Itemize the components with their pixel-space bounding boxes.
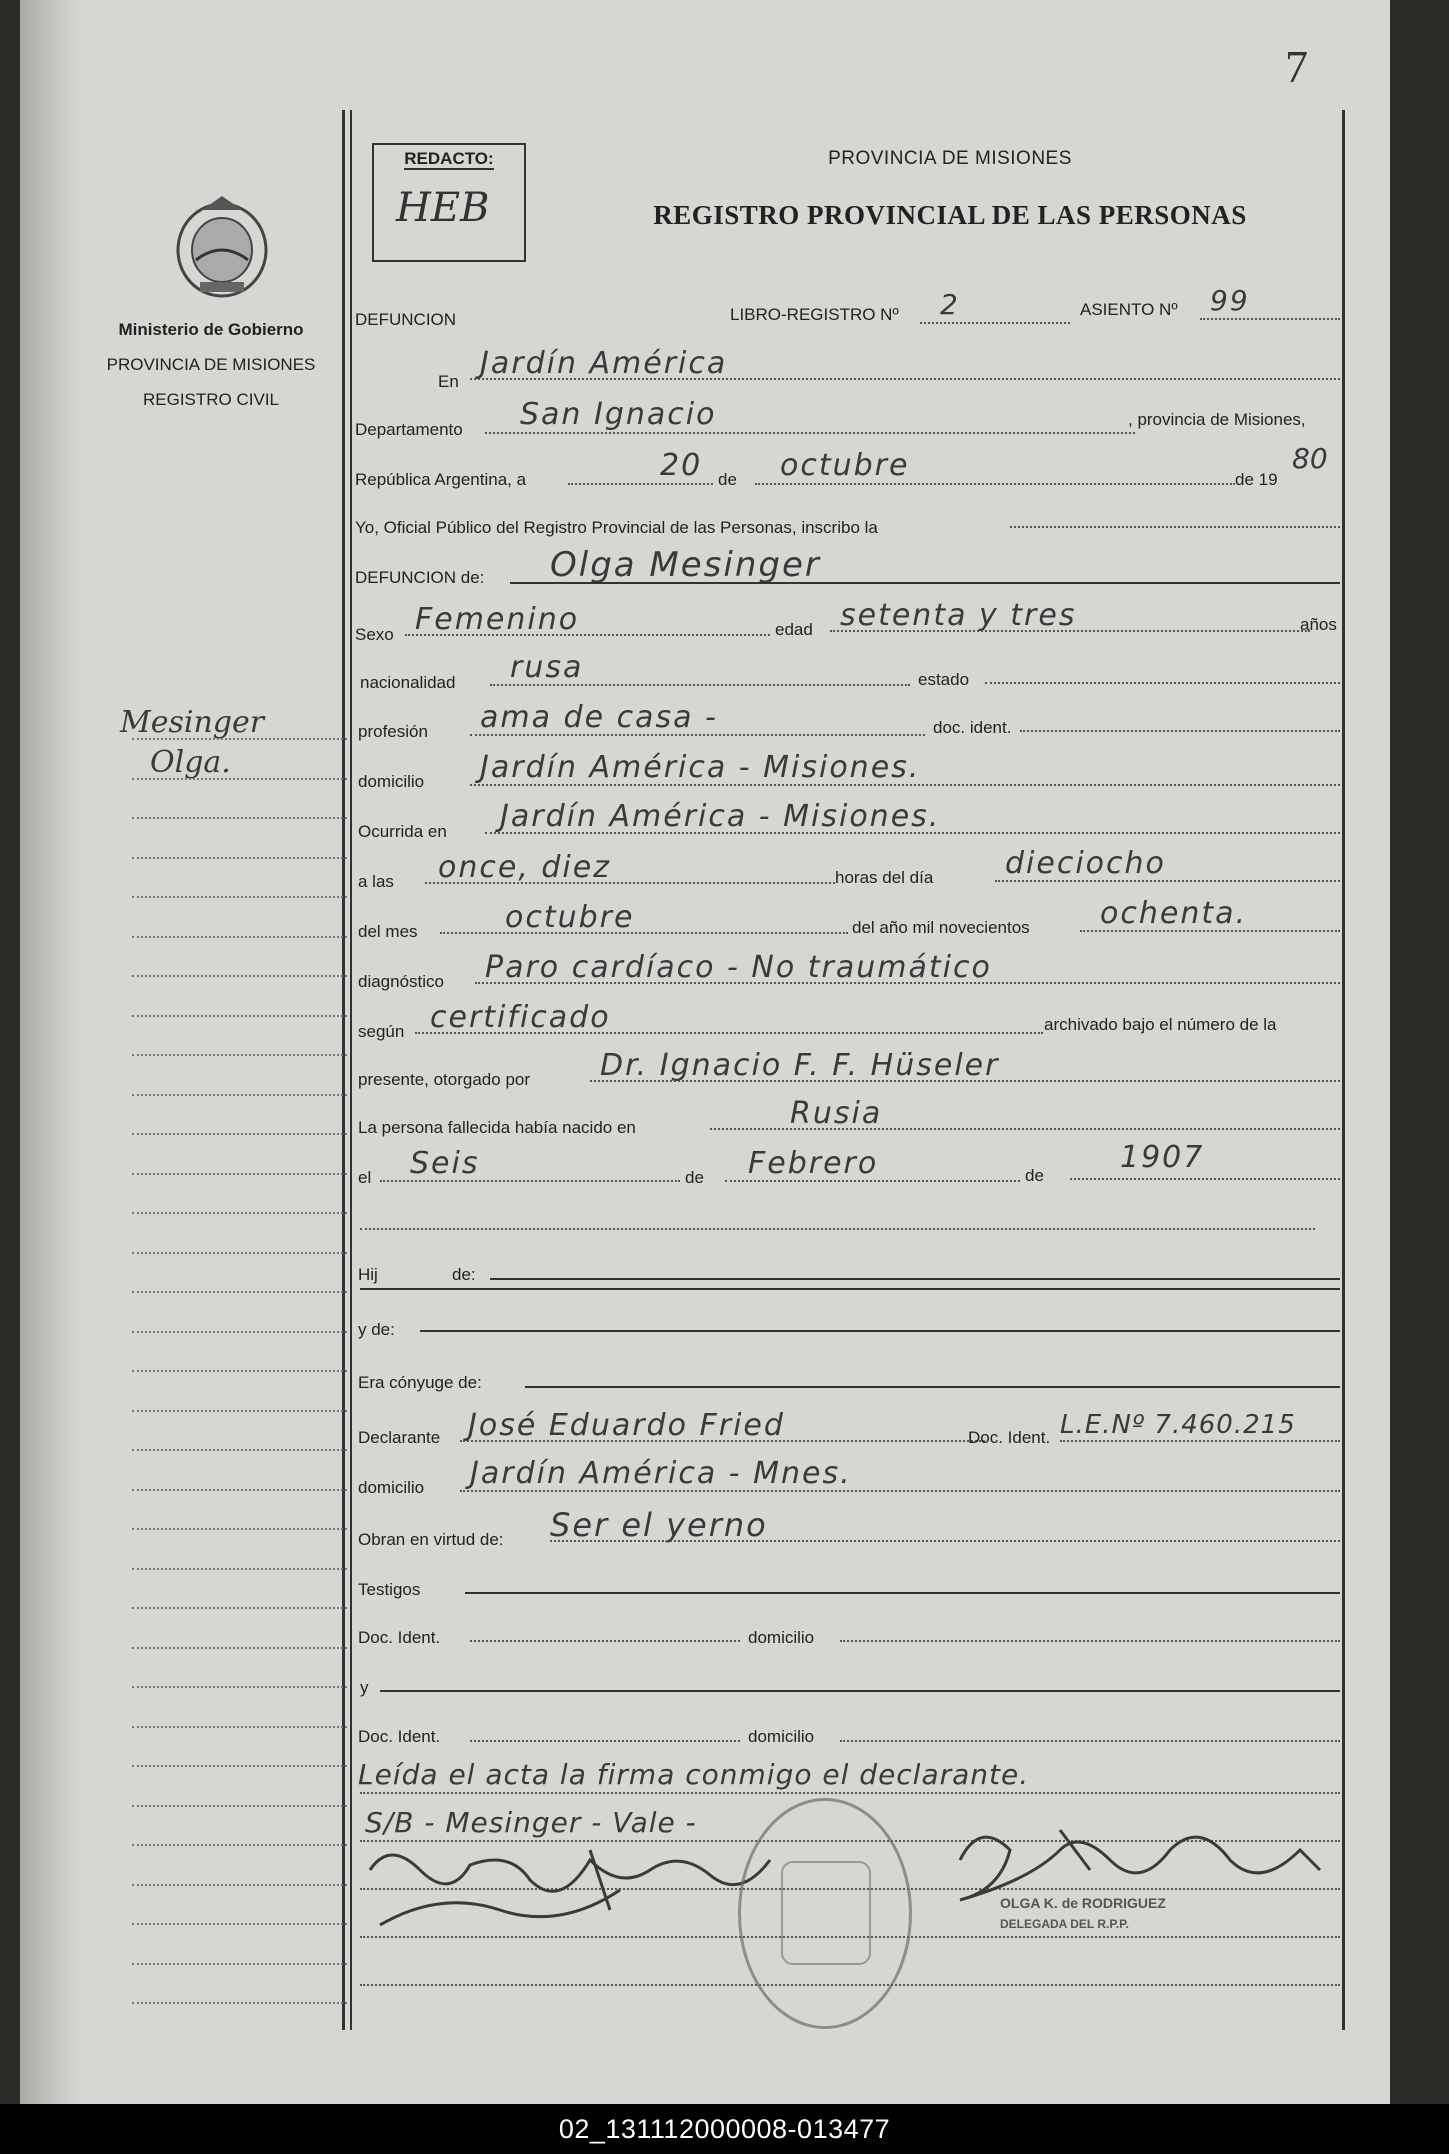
domicilio4-line	[840, 1740, 1340, 1742]
ocurrida-line	[485, 832, 1340, 834]
doc-ident4-label: Doc. Ident.	[358, 1727, 441, 1746]
y-label: y	[360, 1678, 369, 1697]
margin-rule	[132, 1805, 347, 1807]
obran-line	[550, 1540, 1340, 1542]
issuer-office: REGISTRO CIVIL	[142, 390, 280, 409]
asiento-label: ASIENTO Nº	[1080, 300, 1178, 319]
hijo-de-line-2	[360, 1288, 1340, 1290]
diagnostico-value: Paro cardíaco - No traumático	[485, 950, 992, 985]
departamento-label: Departamento	[355, 420, 463, 439]
ministry-name: Ministerio de Gobierno	[118, 320, 304, 339]
domicilio3-line	[840, 1640, 1340, 1642]
domicilio3-label: domicilio	[748, 1628, 815, 1647]
el-value: Seis	[410, 1146, 480, 1181]
margin-rule	[132, 1686, 347, 1688]
testigos-line	[465, 1592, 1340, 1594]
delmes-label: del mes	[358, 922, 418, 941]
departamento-line	[485, 432, 1135, 434]
anio-mil-label: del año mil novecientos	[852, 918, 1030, 937]
libro-line	[920, 322, 1070, 324]
defuncion-de-line	[510, 582, 1340, 584]
official-role: DELEGADA DEL R.P.P.	[1000, 1917, 1129, 1931]
form-left-rule	[350, 110, 352, 2030]
doc-ident2-line	[1060, 1440, 1340, 1442]
alas-value: once, diez	[438, 850, 611, 885]
margin-rule	[132, 1884, 347, 1886]
defuncion-title: DEFUNCION	[355, 310, 457, 329]
republica-label: República Argentina, a	[355, 470, 527, 489]
nacido-value: Rusia	[790, 1096, 883, 1131]
margin-rule	[132, 1212, 347, 1214]
doc-ident2-label: Doc. Ident.	[968, 1428, 1051, 1447]
margin-rule	[132, 1331, 347, 1333]
anio-prefix: de 19	[1235, 470, 1278, 489]
anio-mil-line	[1080, 930, 1340, 932]
closing-line-1-rule	[360, 1792, 1340, 1794]
margin-rule	[132, 1765, 347, 1767]
ocurrida-value: Jardín América - Misiones.	[500, 799, 941, 834]
page-number: 7	[1285, 41, 1308, 92]
form-right-rule	[1342, 110, 1345, 2030]
redacto-initials: HEB	[396, 185, 490, 231]
nacido-line	[710, 1128, 1340, 1130]
margin-rule	[132, 738, 347, 740]
closing-line-1: Leída el acta la firma conmigo el declarante.	[358, 1758, 1030, 1791]
edad-value: setenta y tres	[840, 598, 1077, 633]
hijo-label: Hij	[358, 1265, 378, 1284]
anios-label: años	[1300, 615, 1337, 634]
margin-rule	[132, 1528, 347, 1530]
doc-ident-label: doc. ident.	[933, 718, 1012, 737]
margin-rule	[132, 896, 347, 898]
margin-rule	[132, 817, 347, 819]
alas-line	[425, 882, 835, 884]
margin-rule	[132, 2002, 347, 2004]
profesion-value: ama de casa -	[480, 700, 718, 735]
yde-line	[420, 1330, 1340, 1332]
archive-id-footer: 02_131112000008-013477	[0, 2104, 1449, 2154]
official-name: OLGA K. de RODRIGUEZ	[1000, 1895, 1166, 1911]
nacionalidad-line	[490, 684, 910, 686]
margin-rule	[132, 1568, 347, 1570]
margin-rule	[132, 1370, 347, 1372]
margin-rule	[132, 1252, 347, 1254]
y-line	[380, 1690, 1340, 1692]
margin-note-name: Olga.	[150, 745, 231, 780]
horas-value: dieciocho	[1005, 846, 1166, 881]
ocurrida-label: Ocurrida en	[358, 822, 447, 841]
de2-label: de	[685, 1168, 704, 1187]
margin-rule	[132, 1489, 347, 1491]
margin-rule	[132, 1173, 347, 1175]
segun-label: según	[358, 1022, 405, 1041]
de-label: de	[718, 470, 737, 489]
defuncion-de-value: Olga Mesinger	[550, 545, 821, 585]
margin-rule	[132, 1844, 347, 1846]
conyuge-line	[525, 1386, 1340, 1388]
declarante-line	[460, 1440, 985, 1442]
hijo-de-line	[490, 1278, 1340, 1280]
redacto-label: REDACTO:	[404, 149, 494, 168]
segun-value: certificado	[430, 1000, 611, 1035]
domicilio-label: domicilio	[358, 772, 425, 791]
libro-label: LIBRO-REGISTRO Nº	[730, 305, 899, 324]
mes-line	[755, 483, 1235, 485]
asiento-value: 99	[1210, 284, 1250, 317]
doc-ident-line	[1020, 730, 1340, 732]
margin-rule	[132, 1291, 347, 1293]
anio-mil-value: ochenta.	[1100, 896, 1248, 931]
margin-rule	[132, 857, 347, 859]
doc-ident3-label: Doc. Ident.	[358, 1628, 441, 1647]
departamento-value: San Ignacio	[520, 397, 717, 432]
header-province: PROVINCIA DE MISIONES	[828, 148, 1072, 169]
edad-label: edad	[775, 620, 813, 639]
margin-rule	[132, 1094, 347, 1096]
witness-signature	[360, 1830, 780, 1940]
segun-line	[415, 1032, 1043, 1034]
presente-line	[590, 1080, 1340, 1082]
libro-value: 2	[940, 288, 960, 321]
yde-label: y de:	[358, 1320, 395, 1339]
en-line	[470, 378, 1340, 380]
provincia-label: , provincia de Misiones,	[1128, 410, 1306, 429]
redacto-box	[372, 143, 526, 262]
margin-rule	[132, 1054, 347, 1056]
issuer-province: PROVINCIA DE MISIONES	[106, 355, 316, 374]
domicilio2-label: domicilio	[358, 1478, 425, 1497]
estado-label: estado	[918, 670, 970, 689]
provincial-seal-icon	[172, 190, 272, 302]
margin-rule	[132, 1726, 347, 1728]
alas-label: a las	[358, 872, 394, 891]
mes-value: octubre	[780, 448, 910, 483]
mes-nac-line	[725, 1180, 1020, 1182]
edad-line	[830, 630, 1310, 632]
anio-nac-value: 1907	[1120, 1140, 1205, 1175]
doc-ident3-line	[470, 1640, 740, 1642]
domicilio-value: Jardín América - Misiones.	[480, 750, 921, 785]
oficial-text: Yo, Oficial Público del Registro Provincial de las Personas, inscribo la	[355, 518, 878, 537]
en-label: En	[438, 372, 459, 391]
el-line	[380, 1180, 680, 1182]
en-value: Jardín América	[480, 346, 728, 381]
domicilio4-label: domicilio	[748, 1727, 815, 1746]
left-column-rule	[342, 110, 345, 2030]
margin-note-surname: Mesinger	[120, 705, 265, 740]
presente-label: presente, otorgado por	[358, 1070, 531, 1089]
dia-value: 20	[660, 448, 703, 483]
delmes-line	[440, 932, 848, 934]
margin-rule	[132, 1410, 347, 1412]
estado-line	[985, 682, 1340, 684]
profesion-line	[470, 734, 925, 736]
presente-value: Dr. Ignacio F. F. Hüseler	[600, 1048, 1000, 1083]
oficial-line	[1010, 526, 1340, 528]
diagnostico-label: diagnóstico	[358, 972, 445, 991]
anio-nac-line	[1070, 1178, 1340, 1180]
dia-line	[568, 483, 713, 485]
register-page	[20, 0, 1390, 2104]
el-label: el	[358, 1168, 372, 1187]
margin-rule	[132, 1607, 347, 1609]
nacionalidad-label: nacionalidad	[360, 673, 456, 692]
sexo-value: Femenino	[415, 602, 580, 637]
closing-line-2: S/B - Mesinger - Vale -	[365, 1806, 697, 1839]
testigos-label: Testigos	[358, 1580, 421, 1599]
horas-line	[995, 880, 1340, 882]
declarante-label: Declarante	[358, 1428, 441, 1447]
margin-rule	[132, 778, 347, 780]
margin-rule	[132, 1647, 347, 1649]
declarante-value: José Eduardo Fried	[468, 1408, 785, 1443]
domicilio2-line	[460, 1490, 1340, 1492]
margin-rule	[132, 975, 347, 977]
nacido-label: La persona fallecida había nacido en	[358, 1118, 636, 1137]
header-registry: REGISTRO PROVINCIAL DE LAS PERSONAS	[653, 200, 1247, 230]
stamp-emblem	[781, 1861, 871, 1965]
conyuge-label: Era cónyuge de:	[358, 1373, 482, 1392]
margin-rule	[132, 1449, 347, 1451]
book-binding	[20, 0, 82, 2104]
obran-label: Obran en virtud de:	[358, 1530, 504, 1549]
doc-ident4-line	[470, 1740, 740, 1742]
anio-value: 80	[1292, 442, 1328, 475]
margin-rule	[132, 936, 347, 938]
margin-rule	[132, 1963, 347, 1965]
defuncion-de-label: DEFUNCION de:	[355, 568, 485, 587]
delmes-value: octubre	[505, 900, 635, 935]
domicilio2-value: Jardín América - Mnes.	[470, 1456, 852, 1491]
registry-stamp	[738, 1798, 912, 2029]
blank-line	[360, 1228, 1315, 1230]
margin-rule	[132, 1015, 347, 1017]
margin-rule	[132, 1923, 347, 1925]
sexo-label: Sexo	[355, 625, 394, 644]
domicilio-line	[470, 784, 1340, 786]
profesion-label: profesión	[358, 722, 428, 741]
hijo-de-label: de:	[452, 1265, 476, 1284]
diagnostico-line	[475, 982, 1340, 984]
obran-value: Ser el yerno	[550, 1506, 768, 1544]
horas-label: horas del día	[835, 868, 934, 887]
nacionalidad-value: rusa	[510, 650, 584, 685]
de3-label: de	[1025, 1166, 1044, 1185]
asiento-line	[1200, 318, 1340, 320]
margin-rule	[132, 1133, 347, 1135]
archivado-label: archivado bajo el número de la	[1044, 1015, 1277, 1034]
doc-ident2-value: L.E.Nº 7.460.215	[1060, 1410, 1296, 1440]
mes-nac-value: Febrero	[748, 1146, 879, 1181]
sexo-line	[405, 634, 770, 636]
